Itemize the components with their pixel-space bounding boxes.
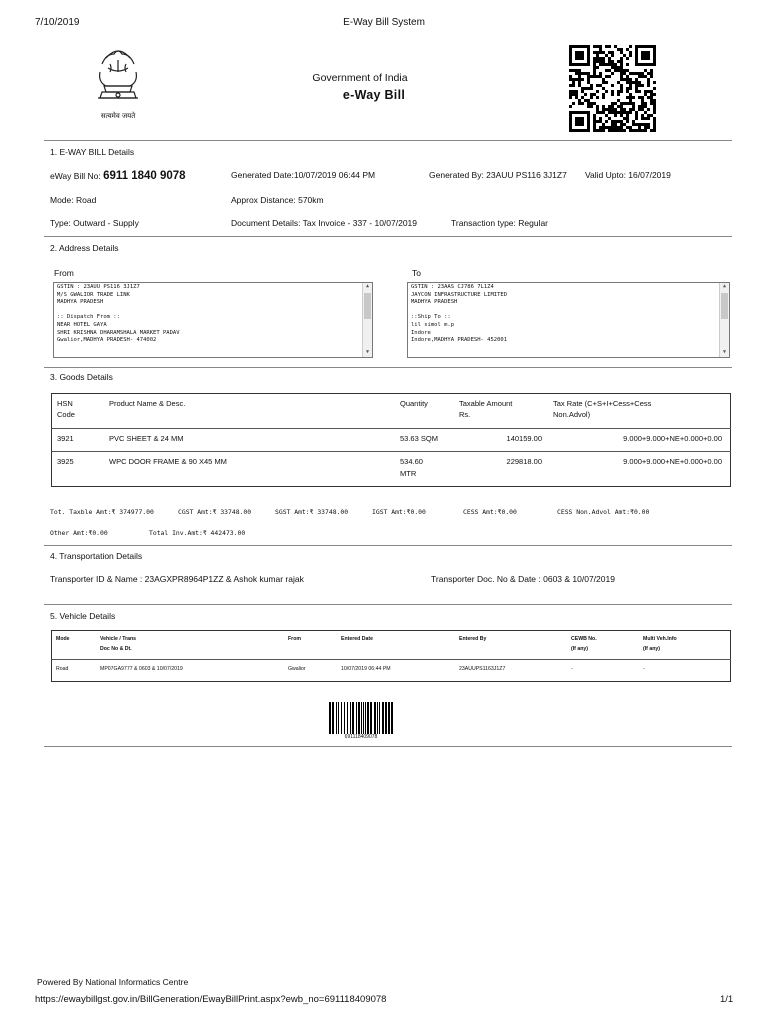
divider — [44, 140, 732, 141]
to-address-line: Indore — [411, 329, 431, 336]
row-product: WPC DOOR FRAME & 90 X45 MM — [109, 457, 227, 466]
vehicle-table — [51, 630, 731, 682]
to-address-line: MADHYA PRADESH — [411, 299, 458, 306]
transaction-type: Transaction type: Regular — [451, 218, 549, 228]
row-hsn: 3921 — [57, 434, 74, 443]
col-vehicle-doc: Doc No & Dt. — [100, 646, 132, 652]
col-tax-rate: Tax Rate (C+S+I+Cess+Cess — [553, 399, 652, 408]
scroll-thumb[interactable] — [721, 293, 728, 319]
divider — [44, 545, 732, 546]
supply-type: Type: Outward - Supply — [50, 218, 139, 228]
barcode-number: 691118409078 — [344, 734, 378, 740]
col-vehicle: Vehicle / Trans — [100, 636, 137, 642]
row-tax-rate: 9.000+9.000+NE+0.000+0.00 — [623, 434, 722, 443]
table-row-divider — [51, 659, 731, 660]
from-address-box[interactable] — [53, 282, 373, 358]
col-from: From — [288, 636, 301, 642]
to-address-line: lil simol m.p — [411, 321, 455, 328]
print-title: E-Way Bill System — [343, 17, 425, 28]
divider — [44, 746, 732, 747]
emblem-motto: सत्यमेव जयते — [100, 112, 136, 120]
col-quantity: Quantity — [400, 399, 428, 408]
to-address-line: ::Ship To :: — [411, 314, 451, 321]
total-invoice-amount: Total Inv.Amt:₹ 442473.00 — [149, 529, 246, 537]
total-taxable: Tot. Taxble Amt:₹ 374977.00 — [50, 508, 154, 516]
scroll-down-icon[interactable]: ▼ — [722, 349, 726, 356]
from-address-line — [57, 307, 369, 315]
to-address-scrollbar[interactable] — [719, 283, 729, 357]
col-cewb: CEWB No. — [571, 636, 597, 642]
row-product: PVC SHEET & 24 MM — [109, 434, 184, 443]
document-details: Document Details: Tax Invoice - 337 - 10/07/2019 — [231, 218, 418, 228]
section-vehicle-heading: 5. Vehicle Details — [50, 611, 116, 621]
to-address-line: GSTIN : 23AAS CJ786 7L1Z4 — [411, 284, 494, 290]
col-entered-by: Entered By — [459, 636, 487, 642]
col-product: Product Name & Desc. — [109, 399, 186, 408]
row-quantity: 534.60 — [400, 457, 423, 466]
col-hsn-code: Code — [57, 410, 75, 419]
col-multi-veh-ifany: (If any) — [643, 646, 661, 652]
valid-upto: Valid Upto: 16/07/2019 — [585, 170, 671, 180]
ewb-number-label: eWay Bill No: — [50, 171, 101, 181]
col-cewb-ifany: (If any) — [571, 646, 589, 652]
from-address-scrollbar[interactable] — [362, 283, 372, 357]
to-address-box[interactable] — [407, 282, 730, 358]
section-transport-heading: 4. Transportation Details — [50, 551, 143, 561]
print-date: 7/10/2019 — [35, 17, 80, 28]
divider — [44, 236, 732, 237]
national-emblem-icon — [88, 42, 148, 122]
qr-code-icon — [569, 45, 656, 132]
cess-amount: CESS Amt:₹0.00 — [463, 508, 517, 516]
col-taxable: Taxable Amount — [459, 399, 513, 408]
row-quantity-unit: MTR — [400, 469, 417, 478]
from-address-line: SHRI KRISHNA DHARAMSHALA MARKET PADAV — [57, 329, 180, 336]
table-row-divider — [51, 428, 731, 429]
col-taxable-rs: Rs. — [459, 410, 471, 419]
col-entered-date: Entered Date — [341, 636, 373, 642]
cess-non-advol-amount: CESS Non.Advol Amt:₹0.00 — [557, 508, 650, 516]
sgst-amount: SGST Amt:₹ 33748.00 — [275, 508, 349, 516]
igst-amount: IGST Amt:₹0.00 — [372, 508, 426, 516]
to-address-line — [411, 307, 726, 315]
ewb-number: 6911 1840 9078 — [103, 170, 186, 182]
from-address-line: M/S GWALIOR TRADE LINK — [57, 291, 130, 298]
from-address-line: GSTIN : 23AUU PS116 3J1Z7 — [57, 284, 140, 290]
page-number: 1/1 — [720, 994, 734, 1005]
generated-by: Generated By: 23AUU PS116 3J1Z7 — [429, 170, 567, 180]
scroll-up-icon[interactable]: ▲ — [365, 283, 369, 289]
to-label: To — [412, 268, 421, 278]
divider — [44, 604, 732, 605]
row-cewb: - — [571, 666, 573, 672]
government-label: Government of India — [312, 72, 408, 84]
col-tax-rate-2: Non.Advol) — [553, 410, 591, 419]
section-ewb-details-heading: 1. E-WAY BILL Details — [50, 147, 135, 157]
row-mode: Road — [56, 666, 69, 672]
from-address-line: :: Dispatch From :: — [57, 314, 120, 321]
col-mode: Mode — [56, 636, 70, 642]
col-hsn: HSN — [57, 399, 73, 408]
document-title: e-Way Bill — [342, 88, 406, 102]
to-address-line: Indore,MADHYA PRADESH- 452001 — [411, 337, 508, 344]
transporter-doc: Transporter Doc. No & Date : 0603 & 10/07/2019 — [431, 574, 615, 584]
scroll-down-icon[interactable]: ▼ — [365, 349, 369, 356]
from-label: From — [54, 268, 74, 278]
row-entered-by: 23AUUPS1163J1Z7 — [459, 666, 506, 672]
ewb-number-field — [50, 170, 186, 182]
from-address-line: Gwalior,MADHYA PRADESH- 474002 — [57, 337, 157, 344]
row-taxable: 229818.00 — [506, 457, 542, 466]
barcode-icon — [327, 702, 395, 744]
scroll-thumb[interactable] — [364, 293, 371, 319]
table-row-divider — [51, 451, 731, 452]
from-address-line: MADHYA PRADESH — [57, 299, 104, 306]
powered-by: Powered By National Informatics Centre — [37, 977, 189, 987]
section-goods-heading: 3. Goods Details — [50, 372, 113, 382]
other-amount: Other Amt:₹0.00 — [50, 529, 108, 537]
from-address-line: NEAR HOTEL GAYA — [57, 321, 107, 328]
cgst-amount: CGST Amt:₹ 33748.00 — [178, 508, 252, 516]
divider — [44, 367, 732, 368]
row-entered-date: 10/07/2019 06:44 PM — [341, 666, 391, 672]
mode: Mode: Road — [50, 195, 97, 205]
generated-date: Generated Date:10/07/2019 06:44 PM — [231, 170, 376, 180]
col-multi-veh: Multi Veh.Info — [643, 636, 677, 642]
row-tax-rate: 9.000+9.000+NE+0.000+0.00 — [623, 457, 722, 466]
row-taxable: 140159.00 — [506, 434, 542, 443]
row-multi: - — [643, 666, 645, 672]
page-url: https://ewaybillgst.gov.in/BillGeneration/EwayBillPrint.aspx?ewb_no=691118409078 — [35, 994, 387, 1005]
row-from: Gwalior — [288, 666, 306, 672]
to-address-line: JAYCON INFRASTRUCTURE LIMITED — [411, 291, 508, 298]
approx-distance: Approx Distance: 570km — [231, 195, 324, 205]
transporter-id-name: Transporter ID & Name : 23AGXPR8964P1ZZ & Ashok kumar rajak — [50, 574, 304, 584]
scroll-up-icon[interactable]: ▲ — [722, 283, 726, 289]
row-vehicle: MP07GA9777 & 0603 & 10/07/2019 — [100, 666, 183, 672]
section-address-heading: 2. Address Details — [50, 243, 119, 253]
row-hsn: 3925 — [57, 457, 74, 466]
row-quantity: 53.63 SQM — [400, 434, 438, 443]
